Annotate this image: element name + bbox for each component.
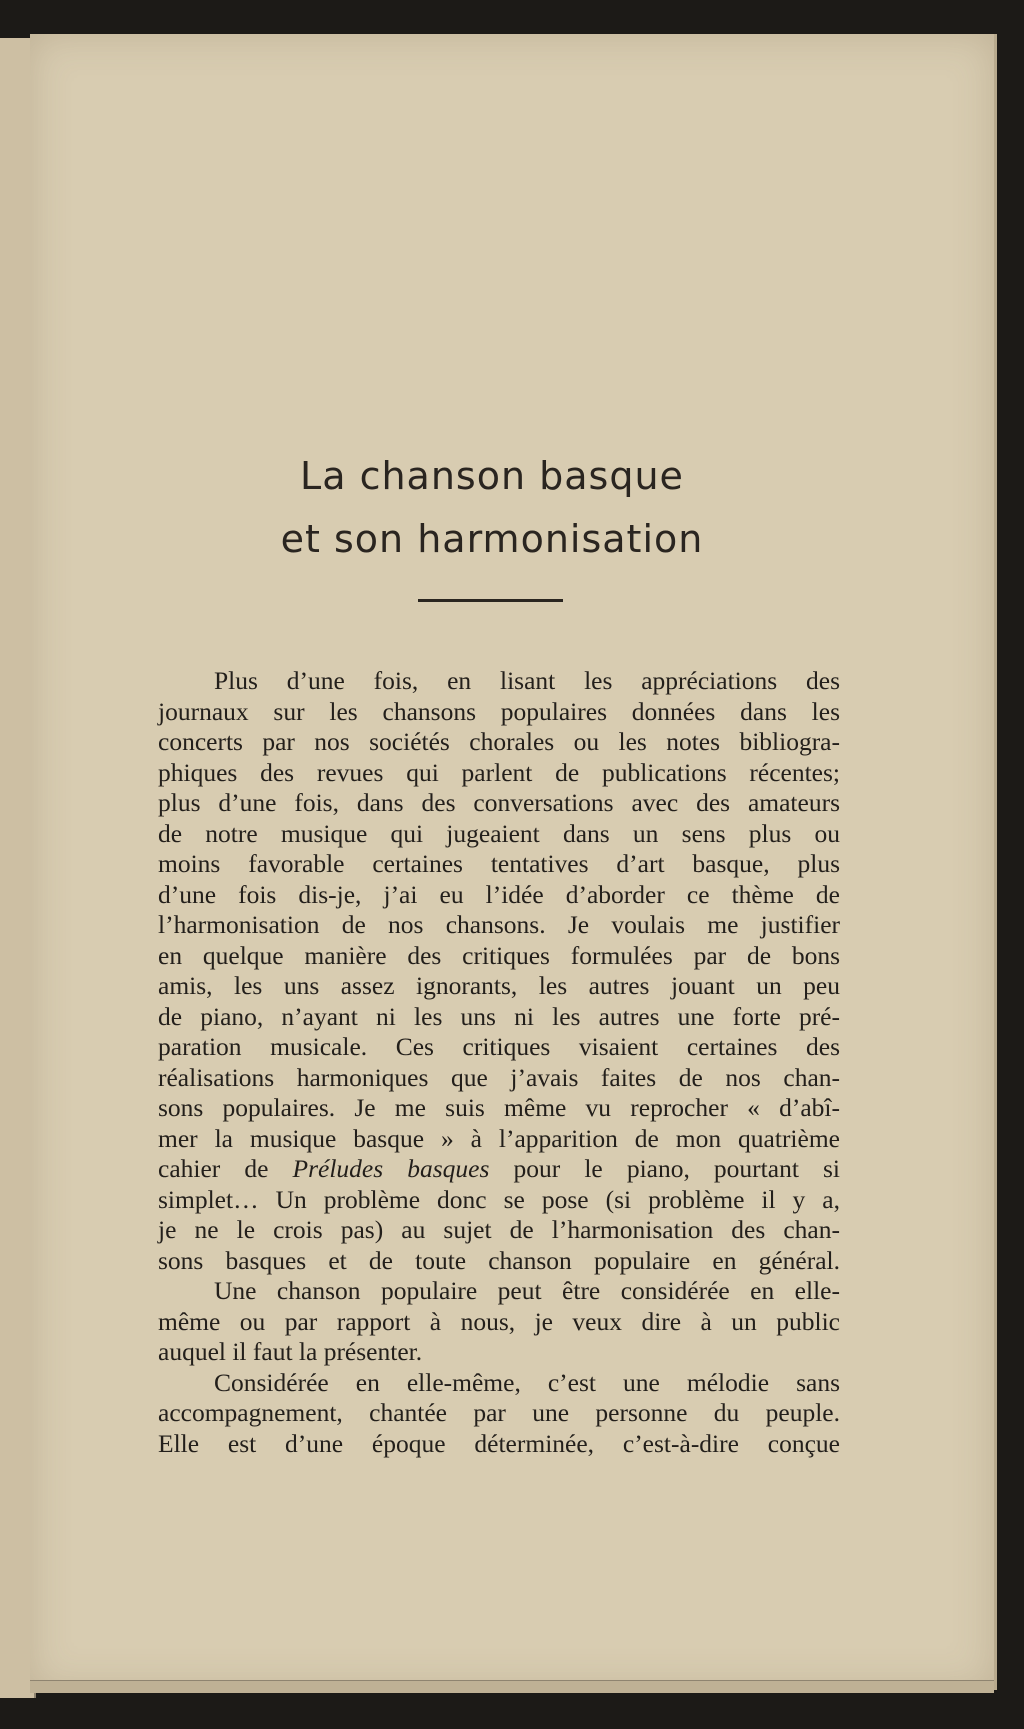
text-line: phiques des revues qui parlent de publications récentes; xyxy=(158,757,840,787)
page-stack-edge xyxy=(30,1680,994,1693)
chapter-title-line-1: La chanson basque xyxy=(300,454,684,498)
text-line: même ou par rapport à nous, je veux dire à un public xyxy=(158,1306,840,1336)
text-line: Considérée en elle-même, c’est une mélodie sans xyxy=(214,1367,840,1397)
text-line: simplet… Un problème donc se pose (si problème il y a, xyxy=(158,1184,840,1214)
text-line: réalisations harmoniques que j’avais faites de nos chan- xyxy=(158,1062,840,1092)
text-line: Elle est d’une époque déterminée, c’est-à-dire conçue xyxy=(158,1428,840,1458)
text-line: sons populaires. Je me suis même vu reprocher « d’abî- xyxy=(158,1093,840,1122)
body-text xyxy=(158,666,840,1459)
text-line: mer la musique basque » à l’apparition de mon quatrième xyxy=(158,1123,840,1153)
text-line: concerts par nos sociétés chorales ou les notes bibliogra- xyxy=(158,727,840,756)
italic-title: Préludes basques xyxy=(292,1154,490,1183)
title-rule xyxy=(418,599,563,602)
chapter-title-line-2: et son harmonisation xyxy=(280,517,704,561)
text-line: de notre musique qui jugeaient dans un sens plus ou xyxy=(158,818,840,848)
text-line: Une chanson populaire peut être considérée en elle- xyxy=(214,1276,840,1305)
text-line: l’harmonisation de nos chansons. Je voulais me justifier xyxy=(158,910,840,939)
text-segment: pour le piano, pourtant si xyxy=(489,1154,840,1183)
text-line: journaux sur les chansons populaires données dans les xyxy=(158,696,840,726)
text-line: paration musicale. Ces critiques visaient certaines des xyxy=(158,1032,840,1061)
text-line: en quelque manière des critiques formulées par de bons xyxy=(158,940,840,970)
text-line: accompagnement, chantée par une personne du peuple. xyxy=(158,1398,840,1427)
text-line: Plus d’une fois, en lisant les appréciations des xyxy=(214,666,840,695)
text-line: je ne le crois pas) au sujet de l’harmonisation des chan- xyxy=(158,1215,840,1244)
text-line: amis, les uns assez ignorants, les autres jouant un peu xyxy=(158,971,840,1000)
text-line: de piano, n’ayant ni les uns ni les autres une forte pré- xyxy=(158,1001,840,1031)
text-line: plus d’une fois, dans des conversations avec des amateurs xyxy=(158,788,840,817)
text-line: auquel il faut la présenter. xyxy=(158,1337,423,1366)
text-line-with-italic xyxy=(158,1154,840,1185)
text-segment: cahier de xyxy=(158,1154,293,1183)
text-line: sons basques et de toute chanson populaire en général. xyxy=(158,1245,840,1275)
text-line: d’une fois dis-je, j’ai eu l’idée d’aborder ce thème de xyxy=(158,879,840,909)
text-line: moins favorable certaines tentatives d’art basque, plus xyxy=(158,849,840,878)
book-page xyxy=(30,34,997,1690)
